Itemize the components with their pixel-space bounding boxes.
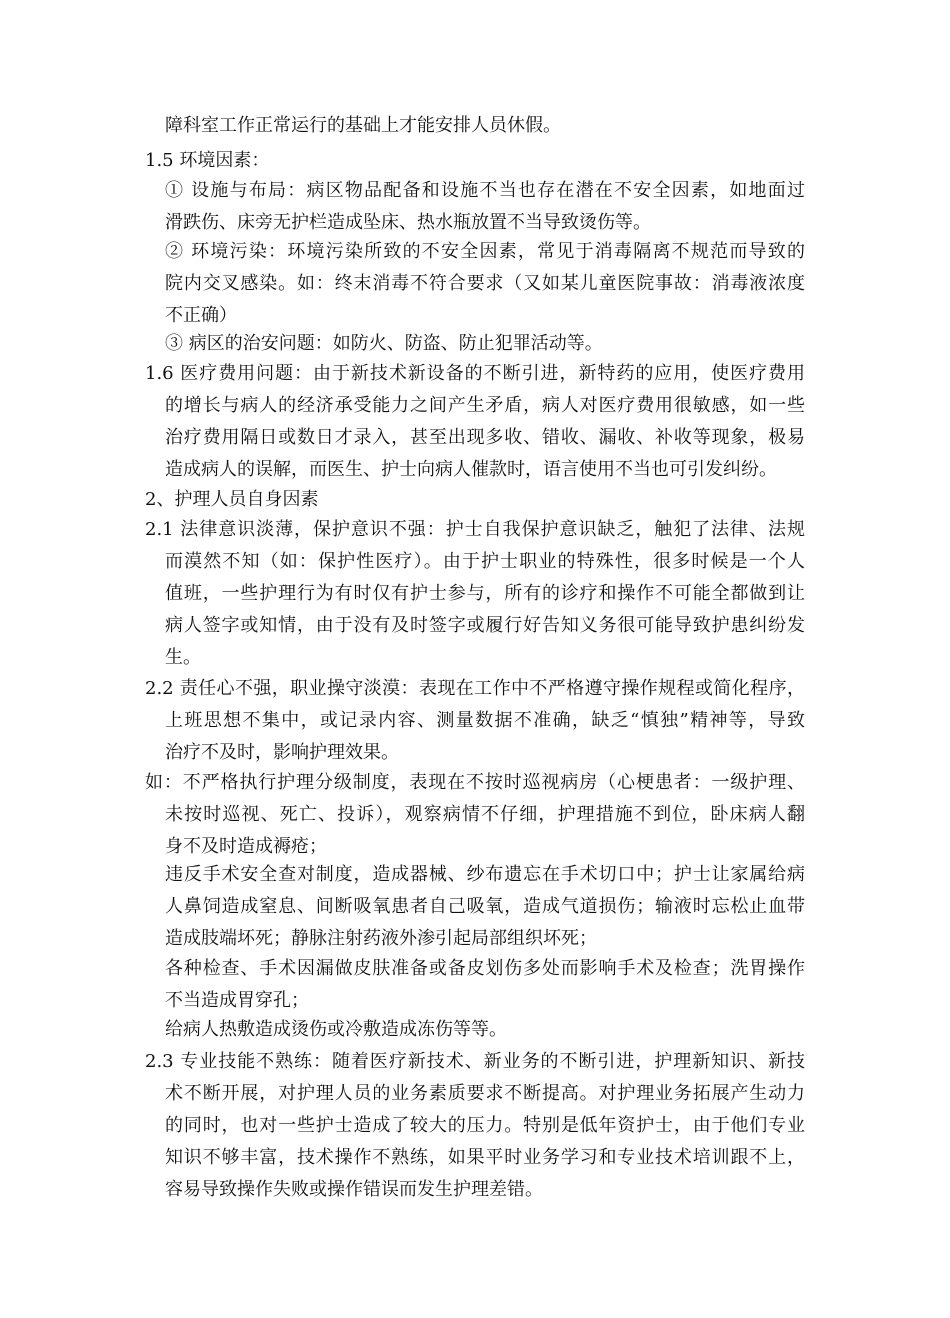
paragraph-hot-cold-compress <box>145 1014 805 1046</box>
section-heading: 1.5 环境因素： <box>145 150 270 171</box>
text-line: 滑跌伤、床旁无护栏造成坠床、热水瓶放置不当导致烫伤等。 <box>165 212 651 233</box>
text-line: 上班思想不集中，或记录内容、测量数据不准确，缺乏“慎独”精神等，导致 <box>165 710 805 731</box>
text-line: ② 环境污染：环境污染所致的不安全因素，常见于消毒隔离不规范而导致的 <box>165 241 805 262</box>
text-line: 各种检查、手术因漏做皮肤准备或备皮划伤多处而影响手术及检查；洗胃操作 <box>165 958 805 979</box>
text-line: 术不断开展，对护理人员的业务素质要求不断提高。对护理业务拓展产生动力 <box>165 1083 805 1104</box>
text-line: 违反手术安全查对制度，造成器械、纱布遗忘在手术切口中；护士让家属给病 <box>165 864 805 885</box>
text-line: 1.6 医疗费用问题：由于新技术新设备的不断引进，新特药的应用，使医疗费用 <box>145 363 805 384</box>
paragraph-1-6-medical-costs <box>145 358 805 486</box>
text-line: 2.1 法律意识淡薄，保护意识不强：护士自我保护意识缺乏，触犯了法律、法规 <box>145 519 805 540</box>
paragraph-surgery-safety <box>145 859 805 955</box>
paragraph-2-3-professional-skills <box>145 1046 805 1206</box>
heading-1-5-environment <box>145 145 805 177</box>
text-line: 身不及时造成褥疮； <box>165 836 327 857</box>
text-line: 生。 <box>165 647 201 668</box>
text-line: ③ 病区的治安问题：如防火、防盗、防止犯罪活动等。 <box>165 333 603 354</box>
text-line: 不正确） <box>165 305 237 326</box>
text-line: 知识不够丰富，技术操作不熟练，如果平时业务学习和专业技术培训跟不上， <box>165 1147 805 1168</box>
paragraph-environment-pollution <box>145 236 805 332</box>
text-line: ① 设施与布局：病区物品配备和设施不当也存在潜在不安全因素，如地面过 <box>165 180 805 201</box>
paragraph-leave-arrangement <box>145 110 805 142</box>
text-line: 2.3 专业技能不熟练：随着医疗新技术、新业务的不断引进，护理新知识、新技 <box>145 1051 805 1072</box>
text-line: 未按时巡视、死亡、投诉），观察病情不仔细，护理措施不到位，卧床病人翻 <box>165 804 805 825</box>
text-line: 给病人热敷造成烫伤或冷敷造成冻伤等等。 <box>165 1019 507 1040</box>
text-line: 病人签字或知情，由于没有及时签字或履行好告知义务很可能导致护患纠纷发 <box>165 615 805 636</box>
paragraph-example-nursing-grade <box>145 767 805 863</box>
paragraph-2-1-legal-awareness <box>145 514 805 674</box>
heading-2-nurse-factors <box>145 484 805 516</box>
text-line: 的同时，也对一些护士造成了较大的压力。特别是低年资护士，由于他们专业 <box>165 1115 805 1136</box>
text-line: 治疗费用隔日或数日才录入，甚至出现多收、错收、漏收、补收等现象，极易 <box>165 427 805 448</box>
text-line: 造成肢端坏死；静脉注射药液外渗引起局部组织坏死； <box>165 928 597 949</box>
paragraph-examination-prep <box>145 953 805 1017</box>
text-line: 容易导致操作失败或操作错误而发生护理差错。 <box>165 1179 543 1200</box>
section-heading: 2、护理人员自身因素 <box>145 489 319 510</box>
paragraph-facilities-layout <box>145 175 805 239</box>
text-line: 院内交叉感染。如：终末消毒不符合要求（又如某儿童医院事故：消毒液浓度 <box>165 273 805 294</box>
text-line: 值班，一些护理行为有时仅有护士参与，所有的诊疗和操作不可能全都做到让 <box>165 583 805 604</box>
text-line: 而漠然不知（如：保护性医疗）。由于护士职业的特殊性，很多时候是一个人 <box>165 551 805 572</box>
text-line: 造成病人的误解，而医生、护士向病人催款时，语言使用不当也可引发纠纷。 <box>165 459 777 480</box>
text-line: 障科室工作正常运行的基础上才能安排人员休假。 <box>165 115 561 136</box>
text-line: 2.2 责任心不强，职业操守淡漠：表现在工作中不严格遵守操作规程或简化程序， <box>145 678 805 699</box>
text-line: 的增长与病人的经济承受能力之间产生矛盾，病人对医疗费用很敏感，如一些 <box>165 395 805 416</box>
paragraph-2-2-responsibility <box>145 673 805 769</box>
text-line: 如：不严格执行护理分级制度，表现在不按时巡视病房（心梗患者：一级护理、 <box>145 772 805 793</box>
paragraph-ward-security <box>145 328 805 360</box>
text-line: 治疗不及时，影响护理效果。 <box>165 742 399 763</box>
text-line: 不当造成胃穿孔； <box>165 990 309 1011</box>
text-line: 人鼻饲造成窒息、间断吸氧患者自己吸氧，造成气道损伤；输液时忘松止血带 <box>165 896 805 917</box>
